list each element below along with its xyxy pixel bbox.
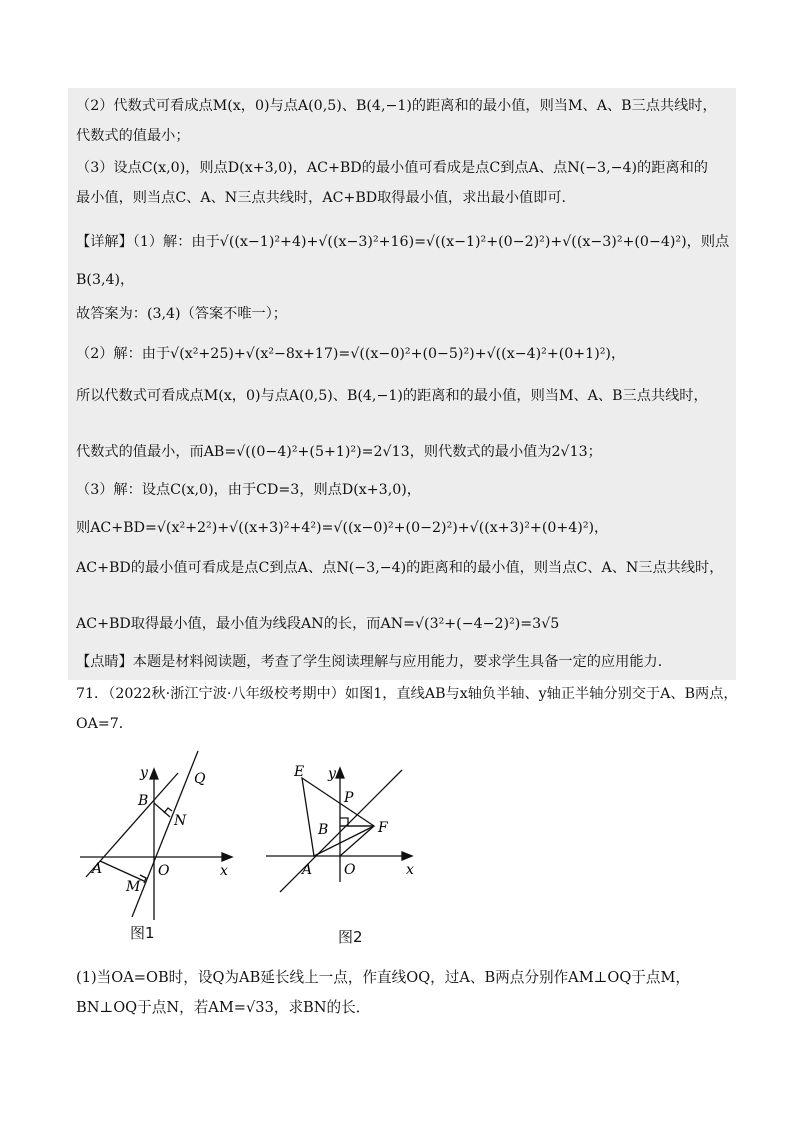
fig1-label-o: O	[158, 863, 170, 879]
fig1-x-arrow	[222, 853, 232, 861]
fig2-x-arrow	[402, 852, 412, 860]
fig2-label-x: x	[406, 862, 414, 878]
fig1-label-n: N	[174, 813, 187, 829]
fig2-label-e: E	[294, 764, 305, 780]
problem-stem-line2: OA=7．	[76, 716, 133, 732]
solution-comment: 【点睛】本题是材料阅读题，考查了学生阅读理解与应用能力，要求学生具备一定的应用能力．	[76, 654, 672, 670]
figure-2-caption: 图2	[338, 928, 363, 946]
solution-hint3-line1: （3）设点C(x,0)，则点D(x+3,0)，AC+BD的最小值可看成是点C到点A、点N(−3,−4)的距离和的	[76, 160, 708, 176]
fig1-label-b: B	[138, 793, 149, 809]
fig2-label-f: F	[378, 820, 388, 836]
fig2-label-p: P	[344, 790, 354, 806]
problem-q1-line1: (1)当OA=OB时，设Q为AB延长线上一点，作直线OQ，过A、B两点分别作AM⊥OQ于点M，	[76, 969, 691, 986]
fig1-label-x: x	[220, 863, 228, 879]
detail2-line2: 所以代数式可看成点M(x，0)与点A(0,5)、B(4,−1)的距离和的最小值，则当M、A、B三点共线时，	[76, 388, 708, 404]
detail2-line1: （2）解：由于√(x²+25)+√(x²−8x+17)=√((x−0)²+(0−5)²)+√((x−4)²+(0+1)²)，	[76, 346, 626, 362]
fig2-y-arrow	[336, 768, 344, 778]
detail1-line1: 【详解】（1）解：由于√((x−1)²+4)+√((x−3)²+16)=√((x−1)²+(0−2)²)+√((x−3)²+(0−4)²)，则点	[76, 234, 730, 250]
solution-hint2-line1: （2）代数式可看成点M(x，0)与点A(0,5)、B(4,−1)的距离和的最小值，则当M、A、B三点共线时，	[76, 98, 717, 114]
fig1-right-angle-n	[164, 808, 172, 813]
problem-stem-line1: 71．（2022秋·浙江宁波·八年级校考期中）如图1，直线AB与x轴负半轴、y轴正半轴分别交于A、B两点，	[76, 686, 738, 702]
detail3-line4: AC+BD取得最小值，最小值为线段AN的长，而AN=√(3²+(−4−2)²)=3√5	[76, 616, 560, 632]
solution-hint2-line2: 代数式的值最小；	[76, 128, 190, 144]
figure-2	[260, 760, 430, 900]
fig2-label-a: A	[302, 862, 313, 878]
problem-q1-line2: BN⊥OQ于点N，若AM=√33，求BN的长．	[76, 999, 371, 1016]
fig2-label-y: y	[328, 766, 336, 782]
detail2-line3: 代数式的值最小，而AB=√((0−4)²+(5+1)²)=2√13，则代数式的最小值为2√13；	[76, 444, 602, 460]
detail3-line1: （3）解：设点C(x,0)，由于CD=3，则点D(x+3,0)，	[76, 482, 421, 498]
fig1-label-m: M	[126, 879, 141, 895]
fig1-y-arrow	[150, 769, 158, 779]
fig1-segment-bn	[154, 803, 170, 817]
detail1-line2: B(3,4)，	[76, 272, 135, 288]
fig2-triangle-efa	[302, 778, 374, 856]
fig1-label-q: Q	[194, 771, 206, 787]
fig1-label-a: A	[92, 861, 103, 877]
detail3-line2: 则AC+BD=√(x²+2²)+√((x+3)²+4²)=√((x−0)²+(0−2)²)+√((x+3)²+(0+4)²)，	[76, 520, 609, 536]
fig2-label-b: B	[318, 822, 329, 838]
detail3-line3: AC+BD的最小值可看成是点C到点A、点N(−3,−4)的距离和的最小值，则当点C、A、N三点共线时，	[76, 560, 724, 576]
fig2-label-o: O	[344, 862, 356, 878]
solution-hint3-line2: 最小值，则当点C、A、N三点共线时，AC+BD取得最小值，求出最小值即可．	[76, 190, 576, 206]
fig1-label-y: y	[140, 765, 148, 781]
fig1-segment-am	[100, 861, 144, 881]
detail1-line3: 故答案为：(3,4)（答案不唯一）；	[76, 306, 287, 322]
figure-1-caption: 图1	[130, 924, 155, 942]
figure-1	[70, 745, 250, 925]
